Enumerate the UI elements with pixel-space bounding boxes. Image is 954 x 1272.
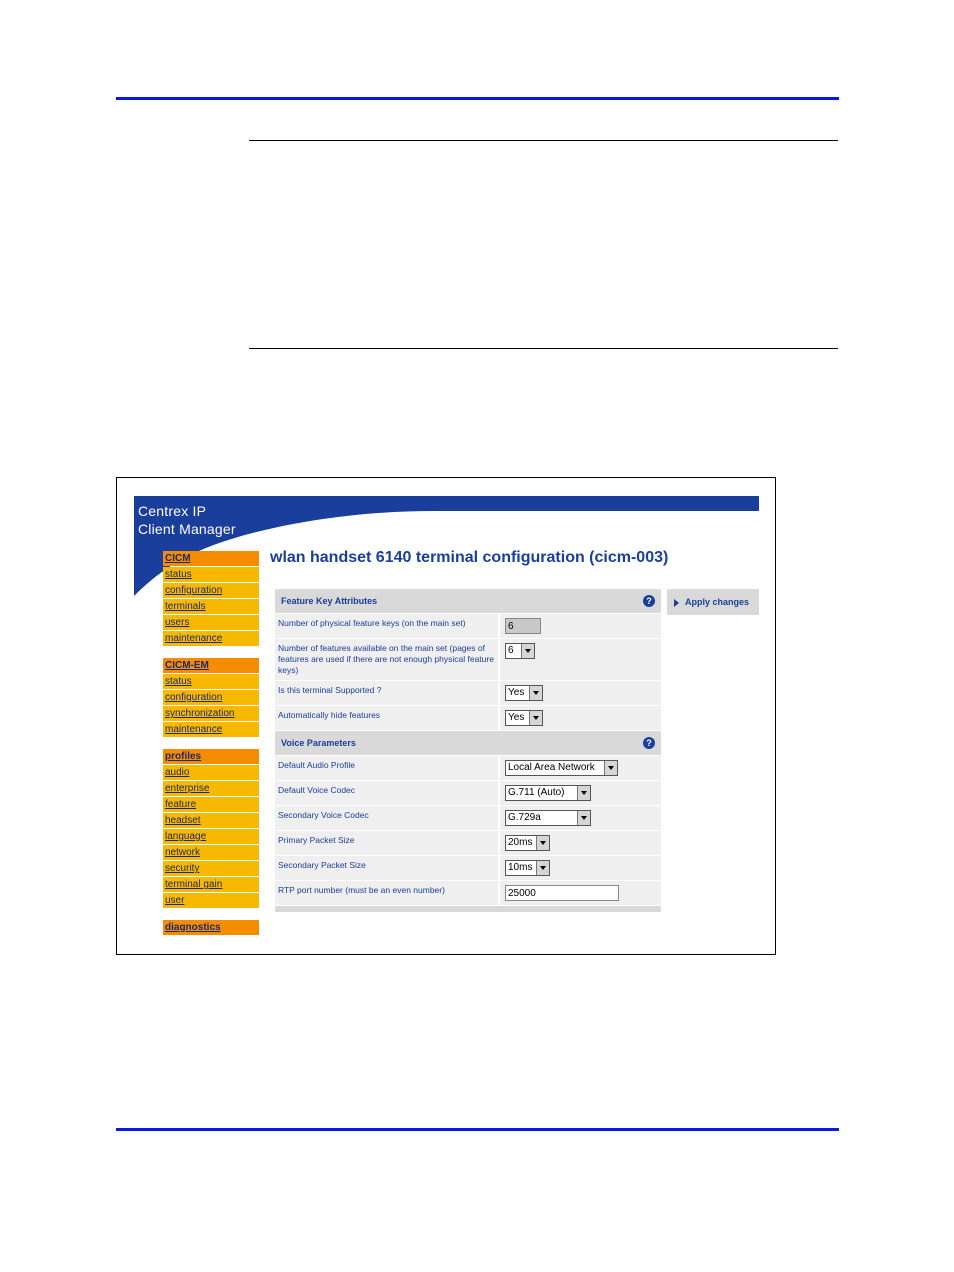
screenshot-frame xyxy=(116,477,776,955)
terminal-supported-select[interactable] xyxy=(505,685,543,701)
secondary-packet-select[interactable] xyxy=(505,860,550,876)
nav-em-synchronization[interactable]: synchronization xyxy=(163,706,259,721)
row-label: Secondary Packet Size xyxy=(275,856,500,880)
select-value: Yes xyxy=(508,687,525,698)
nav-profiles-terminal-gain[interactable]: terminal gain xyxy=(163,877,259,892)
row-label: Secondary Voice Codec xyxy=(275,806,500,830)
default-codec-select[interactable] xyxy=(505,785,591,801)
section-bottom-strip xyxy=(275,906,661,912)
audio-profile-select[interactable] xyxy=(505,760,618,776)
divider-bottom xyxy=(249,348,838,349)
top-rule xyxy=(116,97,839,100)
form-row-default-codec xyxy=(275,781,661,805)
nav-cicm-configuration[interactable]: configuration xyxy=(163,583,259,598)
row-label: Default Voice Codec xyxy=(275,781,500,805)
apply-changes-label: Apply changes xyxy=(685,597,750,607)
row-label: Default Audio Profile xyxy=(275,756,500,780)
form-row-terminal-supported xyxy=(275,681,661,705)
nav-profiles-feature[interactable]: feature xyxy=(163,797,259,812)
chevron-down-icon xyxy=(529,711,542,725)
form-row-physical-keys xyxy=(275,614,661,638)
nav-profiles-enterprise[interactable]: enterprise xyxy=(163,781,259,796)
secondary-codec-select[interactable] xyxy=(505,810,591,826)
select-value: G.729a xyxy=(508,812,541,823)
row-label: Is this terminal Supported ? xyxy=(275,681,500,705)
form-row-hide-features xyxy=(275,706,661,730)
nav-profiles-headset[interactable]: headset xyxy=(163,813,259,828)
chevron-down-icon xyxy=(521,644,534,658)
select-value: 10ms xyxy=(508,862,533,873)
logo-line1: Centrex IP xyxy=(138,503,207,519)
row-label: Primary Packet Size xyxy=(275,831,500,855)
chevron-down-icon xyxy=(577,786,590,800)
chevron-down-icon xyxy=(536,836,549,850)
nav-profiles-network[interactable]: network xyxy=(163,845,259,860)
bottom-rule xyxy=(116,1128,839,1131)
apply-changes-button[interactable] xyxy=(667,589,759,615)
select-value: 6 xyxy=(508,645,514,656)
nav-header-diagnostics[interactable]: diagnostics xyxy=(163,920,259,935)
chevron-down-icon xyxy=(529,686,542,700)
form-row-features-available xyxy=(275,639,661,680)
divider-top xyxy=(249,140,838,141)
row-label: Number of features available on the main set (pages of features are used if there are not enough physical feature keys) xyxy=(275,639,500,680)
physical-keys-field: 6 xyxy=(505,618,541,634)
select-value: G.711 (Auto) xyxy=(508,787,565,798)
config-form xyxy=(275,589,661,912)
nav-cicm-users[interactable]: users xyxy=(163,615,259,630)
chevron-down-icon xyxy=(604,761,617,775)
row-label: Automatically hide features xyxy=(275,706,500,730)
nav-em-maintenance[interactable]: maintenance xyxy=(163,722,259,737)
nav-header-profiles[interactable]: profiles xyxy=(163,749,259,764)
form-row-secondary-packet xyxy=(275,856,661,880)
form-row-secondary-codec xyxy=(275,806,661,830)
nav-profiles-security[interactable]: security xyxy=(163,861,259,876)
nav-cicm-status[interactable]: status xyxy=(163,567,259,582)
help-icon[interactable]: ? xyxy=(643,737,655,749)
primary-packet-select[interactable] xyxy=(505,835,550,851)
nav-profiles-audio[interactable]: audio xyxy=(163,765,259,780)
hide-features-select[interactable] xyxy=(505,710,543,726)
nav-header-cicm[interactable]: CICM xyxy=(163,551,259,566)
select-value: Local Area Network xyxy=(508,762,595,773)
section-title: Voice Parameters xyxy=(281,738,356,748)
form-row-rtp-port xyxy=(275,881,661,905)
nav-em-status[interactable]: status xyxy=(163,674,259,689)
form-row-primary-packet xyxy=(275,831,661,855)
sidebar-nav xyxy=(163,551,259,936)
app-logo xyxy=(138,502,236,538)
arrow-right-icon xyxy=(674,599,679,607)
section-title: Feature Key Attributes xyxy=(281,596,378,606)
row-label: RTP port number (must be an even number) xyxy=(275,881,500,905)
page-title: wlan handset 6140 terminal configuration (cicm-003) xyxy=(270,549,669,566)
row-label: Number of physical feature keys (on the main set) xyxy=(275,614,500,638)
logo-line2: Client Manager xyxy=(138,521,236,537)
select-value: 20ms xyxy=(508,837,533,848)
chevron-down-icon xyxy=(536,861,549,875)
section-feature-key-attributes xyxy=(275,589,661,613)
help-icon[interactable]: ? xyxy=(643,595,655,607)
nav-header-cicm-em[interactable]: CICM-EM xyxy=(163,658,259,673)
nav-cicm-maintenance[interactable]: maintenance xyxy=(163,631,259,646)
nav-profiles-language[interactable]: language xyxy=(163,829,259,844)
section-voice-parameters xyxy=(275,731,661,755)
nav-cicm-terminals[interactable]: terminals xyxy=(163,599,259,614)
nav-em-configuration[interactable]: configuration xyxy=(163,690,259,705)
select-value: Yes xyxy=(508,712,525,723)
nav-profiles-user[interactable]: user xyxy=(163,893,259,908)
rtp-port-input[interactable]: 25000 xyxy=(505,885,619,901)
features-available-select[interactable] xyxy=(505,643,535,659)
chevron-down-icon xyxy=(577,811,590,825)
form-row-audio-profile xyxy=(275,756,661,780)
